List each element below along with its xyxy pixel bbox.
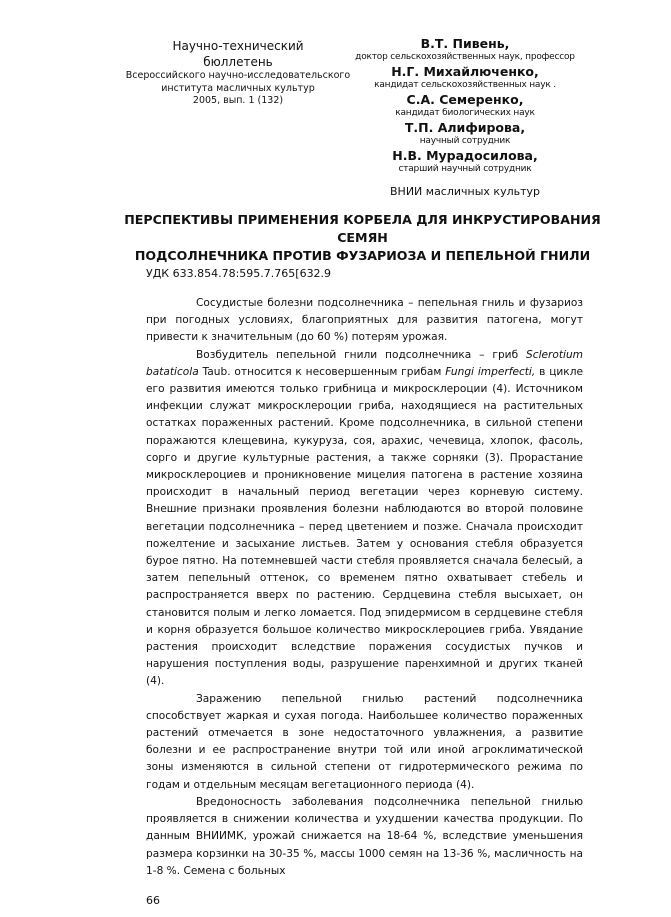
author-role: научный сотрудник <box>419 136 511 146</box>
paragraph: Заражению пепельной гнилью растений подсолнечника способствует жаркая и сухая погода. Наибольшее количество пораженных растений отмечается в зоне недостаточного увлажнения, а развитие болезни и ее распространение внутри той или иной агроклиматической зоны изменяются в сильной степени от гидротермического режима по годам и отдельным месяцам вегетационного периода (4). <box>146 692 583 791</box>
paragraph: Сосудистые болезни подсолнечника – пепельная гниль и фузариоз при погодных условиях, благоприятных для развития патогена, могут привести к значительным (до 60 %) потерям урожая. <box>146 297 583 344</box>
journal-info <box>113 38 363 108</box>
text-run: в цикле его развития имеются только грибница и микросклероции (4). Источником инфекции служат микросклероции гриба, находящиеся на растительных остатках пораженных растений. Кроме подсолнечника, в сильной степени поражаются клещевина, кукуруза, соя, арахис, чечевица, хлопок, фасоль, сорго и другие культурные растения, а также сорняки (3). Прорастание микросклероциев и проникновение мицелия патогена в растение хозяина происходит в начальный период вегетации через корневую систему. Внешние признаки проявления болезни наблюдаются во второй половине вегетации подсолнечника – перед цветением и позже. Сначала происходит пожелтение и засыхание листьев. Затем у основания стебля образуется бурое пятно. На потемневшей части стебля проявляется сначала белесый, а затем пепельный оттенок, со временем пятно охватывает стебель и распространяется вверх по растению. Сердцевина стебля высыхает, он становится полым и легко ломается. Под эпидермисом в сердцевине стебля и корня образуется большое количество микросклероциев гриба. Увядание растения происходит вследствие поражения сосудистых пучков и нарушения поступления воды, разрушение паренхимной и других тканей (4). <box>146 365 583 688</box>
authors-block <box>330 36 600 199</box>
journal-publisher-line2: института масличных культур <box>161 82 315 94</box>
institution: ВНИИ масличных культур <box>390 185 540 198</box>
article-body <box>146 295 583 880</box>
journal-publisher-line1: Всероссийского научно-исследовательского <box>125 70 351 81</box>
page-number: 66 <box>146 893 160 907</box>
author-name: Т.П. Алифирова, <box>404 120 526 135</box>
udk-code: УДК 633.854.78:595.7.765[632.9 <box>146 267 332 280</box>
author-role: кандидат сельскохозяйственных наук . <box>374 80 556 90</box>
taxon-name: Fungi imperfecti, <box>445 365 536 378</box>
journal-name-line1: Научно-технический <box>172 39 304 53</box>
author-role: старший научный сотрудник <box>398 164 532 174</box>
journal-name-line2: бюллетень <box>203 55 273 69</box>
author-role: кандидат биологических наук <box>395 108 535 118</box>
author-name: В.Т. Пивень, <box>420 36 510 51</box>
article-title <box>120 211 605 265</box>
text-run: Taub. относится к несовершенным грибам <box>198 365 446 378</box>
author-role: доктор сельскохозяйственных наук, профессор <box>355 52 575 62</box>
author-name: Н.В. Мурадосилова, <box>392 148 538 163</box>
title-line2: ПОДСОЛНЕЧНИКА ПРОТИВ ФУЗАРИОЗА И ПЕПЕЛЬНОЙ ГНИЛИ <box>134 248 591 263</box>
paragraph: Вредоносность заболевания подсолнечника пепельной гнилью проявляется в снижении количества и ухудшении качества продукции. По данным ВНИИМК, урожай снижается на 18-64 %, вследствие уменьшения размера корзинки на 30-35 %, массы 1000 семян на 13-36 %, масличность на 1-8 %. Семена с больных <box>146 795 583 877</box>
text-run: Возбудитель пепельной гнили подсолнечника – гриб <box>196 348 527 361</box>
paragraph <box>146 347 583 691</box>
species-name: Sclerotium bataticola <box>146 348 583 378</box>
journal-issue: 2005, вып. 1 (132) <box>192 95 284 106</box>
title-line1: ПЕРСПЕКТИВЫ ПРИМЕНЕНИЯ КОРБЕЛА ДЛЯ ИНКРУСТИРОВАНИЯ СЕМЯН <box>124 212 601 245</box>
author-name: С.А. Семеренко, <box>406 92 524 107</box>
article-flow <box>146 295 583 917</box>
author-name: Н.Г. Михайлюченко, <box>391 64 539 79</box>
